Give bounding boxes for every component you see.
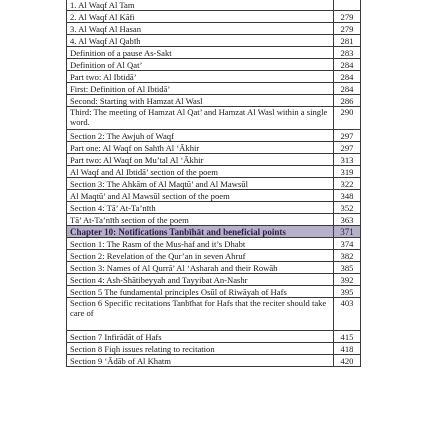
toc-page-number: 385: [334, 262, 361, 274]
toc-page-number: 297: [334, 130, 361, 142]
toc-entry-title: Al Waqf and Al Ibtidā’ section of the poem: [67, 166, 334, 178]
toc-entry-title: 1. Al Waqf Al Tam: [67, 0, 334, 11]
toc-entry-title: Section 1: The Rasm of the Mus-haf and it’s Dhabt: [67, 238, 334, 250]
toc-page-number: 319: [334, 166, 361, 178]
toc-row: [67, 166, 361, 178]
table-of-contents: [66, 0, 361, 367]
toc-entry-title: Third: The meeting of Hamzat Al Qat’ and Hamzat Al Wasl within a single word.: [67, 107, 334, 130]
toc-row: [67, 298, 361, 331]
toc-entry-title: Section 5 The fundamental principles Osūl of Riwāyah of Hafs: [67, 286, 334, 298]
toc-row: [67, 250, 361, 262]
toc-entry-title: 3. Al Waqf Al Hasan: [67, 23, 334, 35]
toc-row: [67, 142, 361, 154]
toc-page-number: 290: [334, 107, 361, 130]
toc-page-number: 348: [334, 190, 361, 202]
toc-row: [67, 107, 361, 130]
toc-page-number: 392: [334, 274, 361, 286]
toc-body: [67, 0, 361, 367]
toc-entry-title: Section 2: Revelation of the Qur’an in seven Ahruf: [67, 250, 334, 262]
toc-entry-title: Part two: Al Waqf on Mu’tal Al ‘Ākhir: [67, 154, 334, 166]
toc-row: [67, 202, 361, 214]
toc-entry-title: Section 6 Specific recitations Tanbīhat for Hafs that the reciter should take care of: [67, 298, 334, 331]
toc-row: [67, 154, 361, 166]
toc-row: [67, 11, 361, 23]
toc-entry-title: Tā’ At-Ta’nīth section of the poem: [67, 214, 334, 226]
toc-entry-title: Section 7 Infirādāt of Hafs: [67, 331, 334, 343]
toc-entry-title: Part one: Al Waqf on Sahīh Al ‘Ākhir: [67, 142, 334, 154]
toc-entry-title: 2. Al Waqf Al Kāfi: [67, 11, 334, 23]
toc-entry-title: Section 8 Fiqh issues relating to recitation: [67, 343, 334, 355]
toc-entry-title: Al Maqtū’ and Al Mawsūl section of the poem: [67, 190, 334, 202]
toc-row: [67, 178, 361, 190]
toc-page-number: 284: [334, 71, 361, 83]
toc-row: [67, 262, 361, 274]
toc-row: [67, 23, 361, 35]
toc-row: [67, 286, 361, 298]
toc-page-number: 279: [334, 11, 361, 23]
toc-row: [67, 355, 361, 367]
toc-chapter-row: [67, 226, 361, 238]
toc-page-number: 281: [334, 35, 361, 47]
toc-page-number: 283: [334, 47, 361, 59]
toc-row: [67, 331, 361, 343]
toc-row: [67, 0, 361, 11]
toc-entry-title: First: Definition of Al Ibtidā’: [67, 83, 334, 95]
toc-page-number: 322: [334, 178, 361, 190]
toc-page-number: 284: [334, 59, 361, 71]
toc-entry-title: Section 2: The Awjuh of Waqf: [67, 130, 334, 142]
toc-entry-title: 4. Al Waqf Al Qabīh: [67, 35, 334, 47]
toc-page-number: 371: [334, 226, 361, 238]
toc-row: [67, 274, 361, 286]
toc-page-number: 420: [334, 355, 361, 367]
toc-entry-title: Second: Starting with Hamzat Al Wasl: [67, 95, 334, 107]
toc-row: [67, 190, 361, 202]
toc-row: [67, 214, 361, 226]
toc-entry-title: Definition of Al Qat’: [67, 59, 334, 71]
toc-page-number: 382: [334, 250, 361, 262]
toc-page-number: 284: [334, 83, 361, 95]
toc-row: [67, 71, 361, 83]
toc-entry-title: Section 3: Names of Al Qurrā’ Al ‘Asharah and their Rowāh: [67, 262, 334, 274]
toc-row: [67, 238, 361, 250]
toc-page-number: 403: [334, 298, 361, 331]
toc-page-number: 395: [334, 286, 361, 298]
toc-entry-title: Chapter 10: Notifications Tanbīhāt and beneficial points: [67, 226, 334, 238]
toc-row: [67, 130, 361, 142]
toc-page-number: 363: [334, 214, 361, 226]
toc-entry-title: Section 4: Ash-Shātibeyyah and Tayyibat An-Nashr: [67, 274, 334, 286]
toc-row: [67, 95, 361, 107]
toc-page-number: 279: [334, 23, 361, 35]
toc-page-number: 415: [334, 331, 361, 343]
toc-entry-title: Section 3: The Ahkām of Al Maqtū’ and Al Mawsūl: [67, 178, 334, 190]
toc-entry-title: Section 4: Tā’ At-Ta’nīth: [67, 202, 334, 214]
toc-row: [67, 343, 361, 355]
toc-entry-title: Part two: Al Ibtidā’: [67, 71, 334, 83]
toc-row: [67, 35, 361, 47]
toc-row: [67, 47, 361, 59]
toc-page-number: [334, 0, 361, 11]
toc-row: [67, 83, 361, 95]
toc-row: [67, 59, 361, 71]
toc-entry-title: Section 9 ‘Ādāb of Al Khatm: [67, 355, 334, 367]
toc-page-number: 374: [334, 238, 361, 250]
toc-page-number: 418: [334, 343, 361, 355]
toc-page-number: 286: [334, 95, 361, 107]
toc-entry-title: Definition of a pause As-Sakt: [67, 47, 334, 59]
toc-page-number: 313: [334, 154, 361, 166]
toc-page-number: 352: [334, 202, 361, 214]
toc-page-number: 297: [334, 142, 361, 154]
